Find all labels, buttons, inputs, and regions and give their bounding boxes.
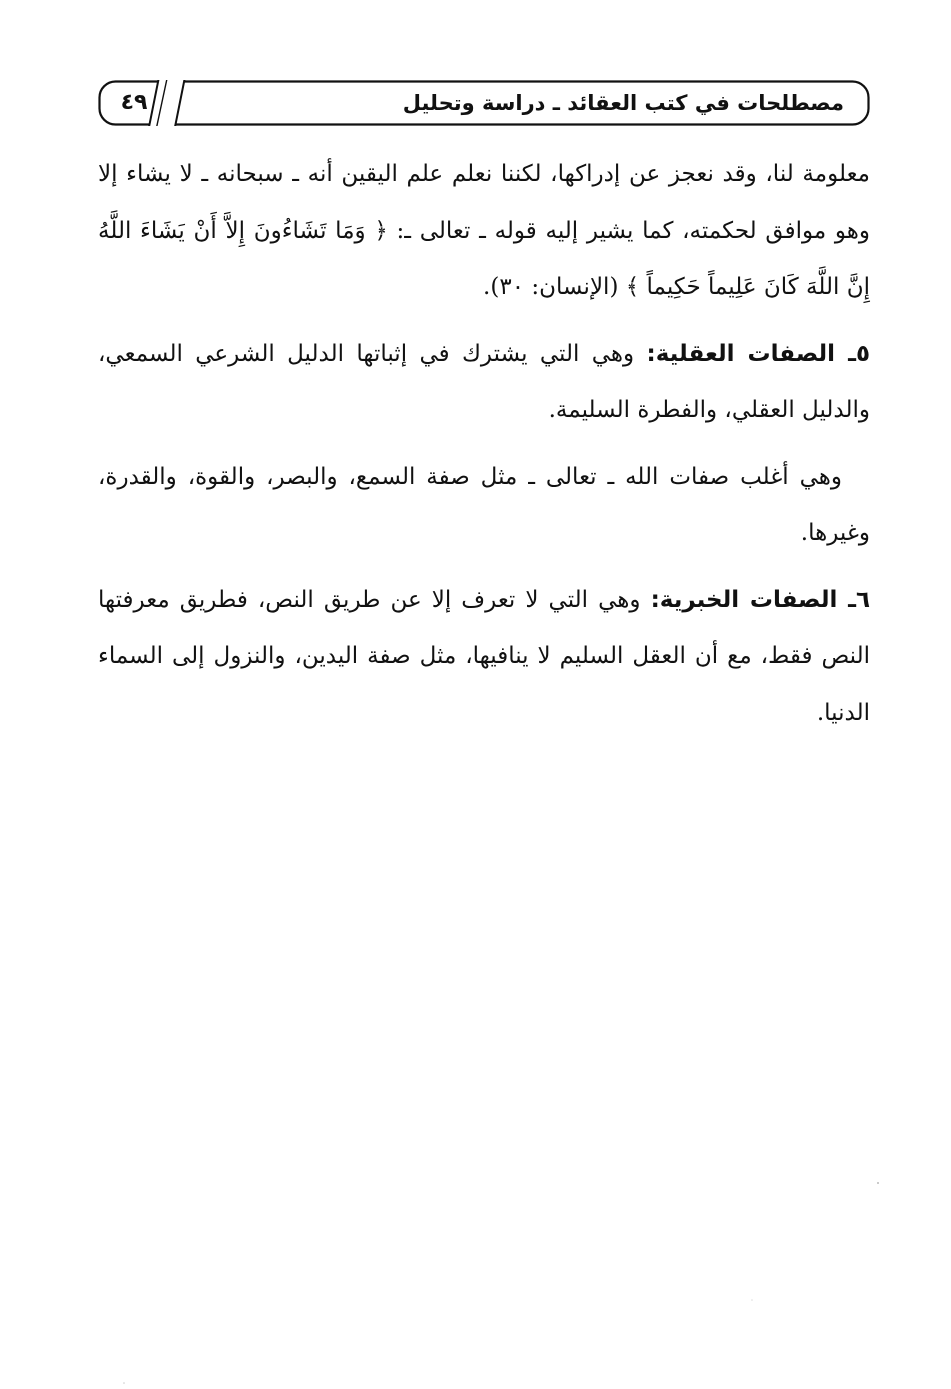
page-number: ٤٩ bbox=[120, 90, 148, 115]
paragraph-4 bbox=[98, 572, 870, 742]
verse-citation: (الإنسان: ٣٠). bbox=[483, 274, 619, 300]
paragraph-2 bbox=[98, 326, 870, 439]
paragraph-3-text: وهي أغلب صفات الله ـ تعالى ـ مثل صفة السمع، والبصر، والقوة، والقدرة، وغيرها. bbox=[98, 463, 870, 546]
term-rational-attributes: ٥ـ الصفات العقلية: bbox=[646, 340, 871, 367]
paragraph-3 bbox=[98, 449, 870, 562]
paragraph-4-text: وهي التي لا تعرف إلا عن طريق النص، فطريق معرفتها النص فقط، مع أن العقل السليم لا ينافيها، مثل صفة اليدين، والنزول إلى السماء الدنيا. bbox=[98, 586, 870, 726]
running-title: مصطلحات في كتب العقائد ـ دراسة وتحليل bbox=[402, 91, 844, 115]
paragraph-1 bbox=[98, 146, 870, 316]
paragraph-1-text: معلومة لنا، وقد نعجز عن إدراكها، لكننا نعلم علم اليقين أنه ـ سبحانه ـ لا يشاء إلا وهو موافق لحكمته، كما يشير إليه قوله ـ تعالى ـ: bbox=[98, 161, 870, 244]
term-reported-attributes: ٦ـ الصفات الخبرية: bbox=[650, 586, 871, 613]
running-header bbox=[98, 80, 870, 126]
quran-verse: ﴿ وَمَا تَشَاءُونَ إِلاَّ أَنْ يَشَاءَ اللَّهُ إِنَّ اللَّهَ كَانَ عَلِيماً حَكِيماً ﴾ bbox=[98, 217, 870, 300]
paragraph-2-text: وهي التي يشترك في إثباتها الدليل الشرعي السمعي، والدليل العقلي، والفطرة السليمة. bbox=[98, 340, 870, 423]
page-body bbox=[98, 146, 870, 751]
